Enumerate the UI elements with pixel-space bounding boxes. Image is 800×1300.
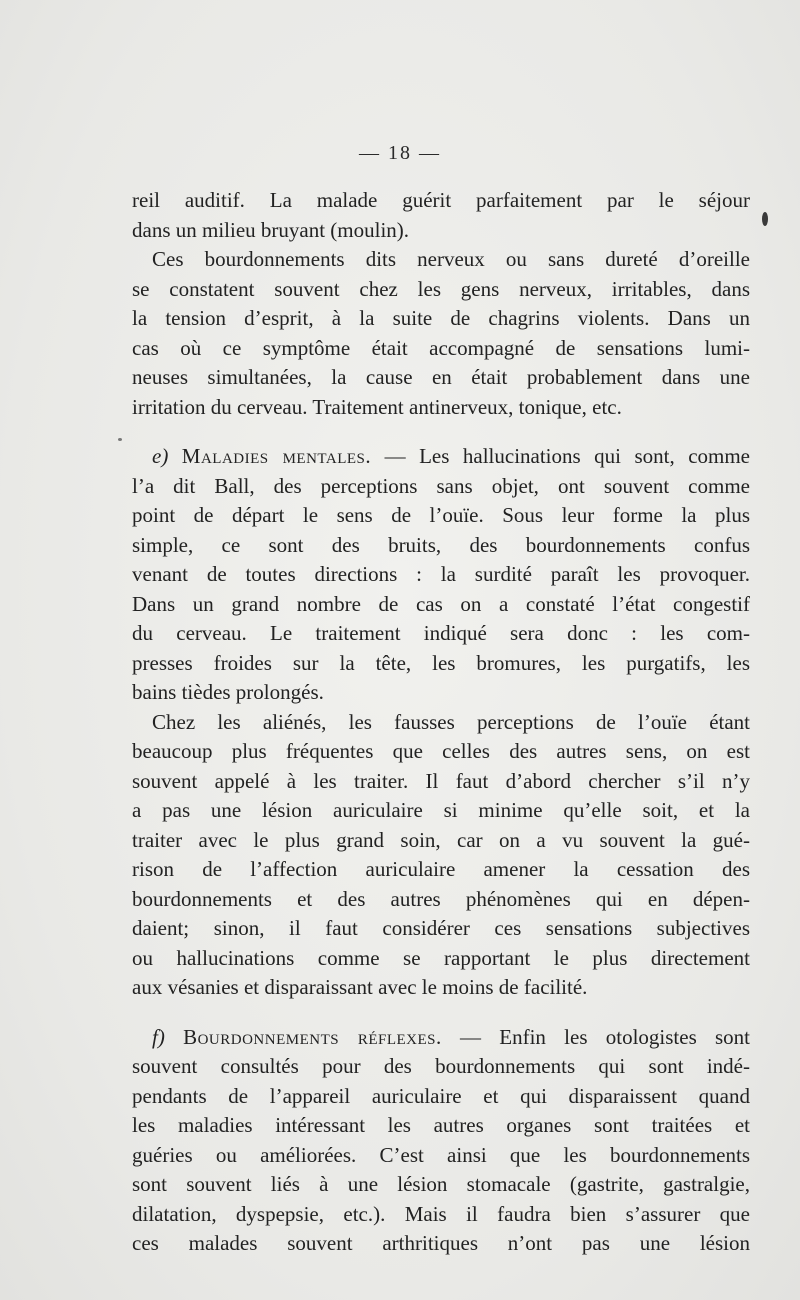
text-line: reil auditif. La malade guérit parfaitement par le séjour [132,188,750,212]
paper-speck [762,212,768,226]
text-line: beaucoup plus fréquentes que celles des autres sens, on est [132,739,750,763]
text-line: l’a dit Ball, des perceptions sans objet, ont souvent comme [132,473,750,498]
text-line: la tension d’esprit, à la suite de chagrins violents. Dans un [132,306,750,330]
section-heading-line [132,442,750,472]
text-line: cas où ce symptôme était accompagné de sensations lumi- [132,335,750,360]
paragraph-continuation [132,186,750,245]
section-maladies-mentales [132,442,750,708]
text-line: venant de toutes directions : la surdité paraît les provoquer. [132,562,750,586]
section-title: Bourdonnements réflexes. [183,1024,442,1049]
text-line: souvent appelé à les traiter. Il faut d’abord chercher s’il n’y [132,768,750,793]
text-line: point de départ le sens de l’ouïe. Sous leur forme la plus [132,503,750,527]
text-line: se constatent souvent chez les gens nerveux, irritables, dans [132,276,750,301]
text-line: bains tièdes prolongés. [132,680,324,704]
page-number: — 18 — [359,142,441,164]
text-line: dans un milieu bruyant (moulin). [132,217,410,242]
text-line: daient; sinon, il faut considérer ces sensations subjectives [132,916,750,940]
text-line: du cerveau. Le traitement indiqué sera donc : les com- [132,621,750,645]
paragraph-alienes [132,708,750,1003]
section-heading-line [132,1023,750,1053]
section-heading-rest: — Enfin les otologistes sont [460,1024,750,1049]
paper-speck [118,438,122,441]
text-line: irritation du cerveau. Traitement antinerveux, tonique, etc. [132,394,622,419]
text-line: ou hallucinations comme se rapportant le plus directement [132,945,750,970]
section-heading-rest: — Les hallucinations qui sont, comme [384,444,750,468]
text-line: a pas une lésion auriculaire si minime qu’elle soit, et la [132,798,750,822]
text-line: aux vésanies et disparaissant avec le moins de facilité. [132,975,588,999]
paragraph-nerveux [132,245,750,422]
text-line: rison de l’affection auriculaire amener la cessation des [132,857,750,881]
text-line: souvent consultés pour des bourdonnements qui sont indé- [132,1054,750,1078]
text-line: pendants de l’appareil auriculaire et qui disparaissent quand [132,1083,750,1108]
text-line: Chez les aliénés, les fausses perceptions de l’ouïe étant [152,709,750,734]
text-line: neuses simultanées, la cause en était probablement dans une [132,365,750,389]
text-line: bourdonnements et des autres phénomènes qui en dépen- [132,886,750,911]
text-line: ces malades souvent arthritiques n’ont pas une lésion [132,1231,750,1255]
section-title: Maladies mentales. [181,444,372,468]
text-line: dilatation, dyspepsie, etc.). Mais il faudra bien s’assurer que [132,1201,750,1226]
text-line: presses froides sur la tête, les bromures, les purgatifs, les [132,650,750,675]
body-text [132,186,750,1259]
text-line: guéries ou améliorées. C’est ainsi que les bourdonnements [132,1142,750,1167]
text-line: simple, ce sont des bruits, des bourdonnements confus [132,532,750,557]
text-line: traiter avec le plus grand soin, car on a vu souvent la gué- [132,827,750,852]
section-marker: e) [152,444,169,468]
section-marker: f) [152,1024,165,1049]
section-bourdonnements-reflexes [132,1023,750,1259]
text-line: Ces bourdonnements dits nerveux ou sans dureté d’oreille [152,247,750,271]
text-line: les maladies intéressant les autres organes sont traitées et [132,1113,750,1137]
text-line: sont souvent liés à une lésion stomacale (gastrite, gastralgie, [132,1172,750,1196]
text-line: Dans un grand nombre de cas on a constaté l’état congestif [132,591,750,616]
